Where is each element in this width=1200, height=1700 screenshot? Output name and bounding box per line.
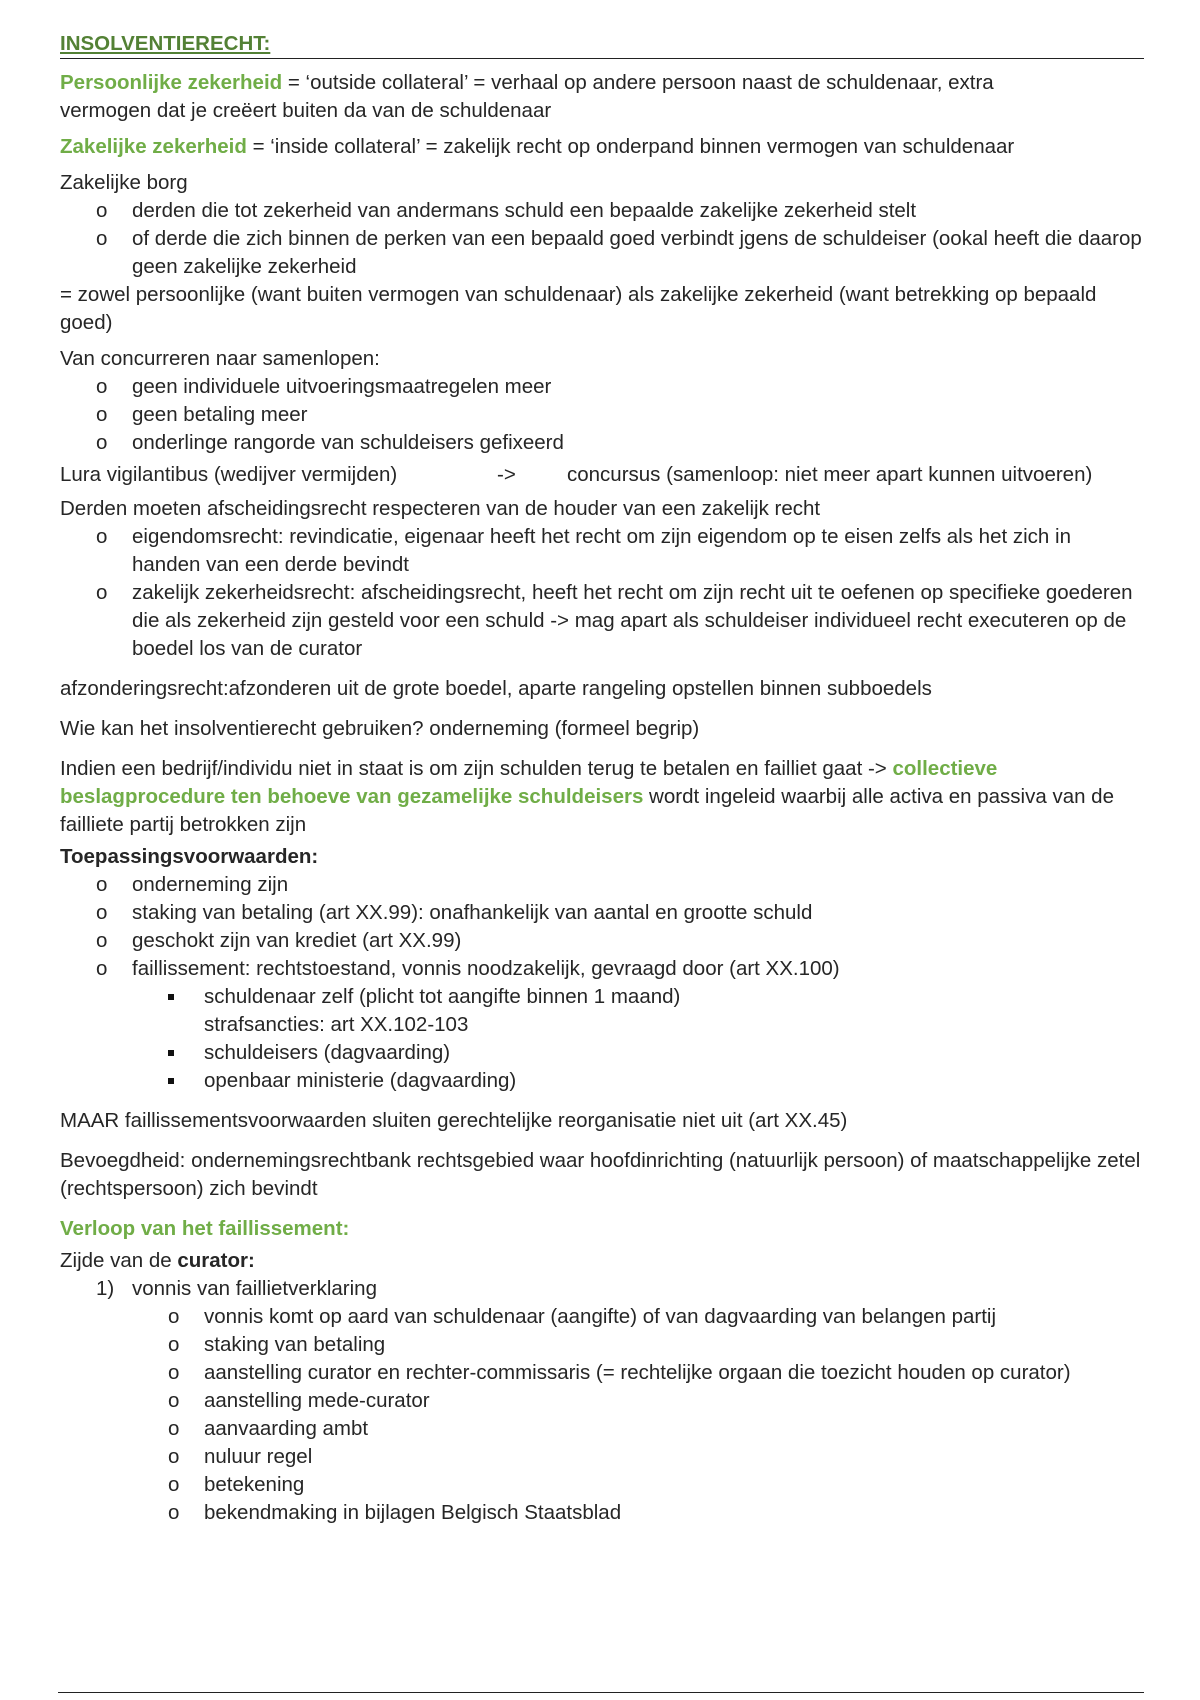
- item-number: 1): [96, 1277, 115, 1300]
- title-rule: [60, 58, 1144, 59]
- list-item: o derden die tot zekerheid van andermans schuld een bepaalde zakelijke zekerheid stelt: [132, 197, 1144, 225]
- wie-paragraph: Wie kan het insolventierecht gebruiken? onderneming (formeel begrip): [60, 717, 700, 740]
- list-item: schuldeisers (dagvaarding): [204, 1039, 1144, 1067]
- lura-right: concursus (samenloop: niet meer apart kunnen uitvoeren): [567, 463, 1093, 486]
- document-page: [60, 30, 1144, 1527]
- concurreren-heading: Van concurreren naar samenlopen:: [60, 347, 380, 370]
- list-item: o aanstelling mede-curator: [204, 1387, 1144, 1415]
- faillietverklaring-sublist: [132, 1303, 1144, 1527]
- term-zakelijke-zekerheid: Zakelijke zekerheid: [60, 135, 247, 158]
- list-item: o onderlinge rangorde van schuldeisers gefixeerd: [132, 429, 1144, 457]
- list-item: openbaar ministerie (dagvaarding): [204, 1067, 1144, 1095]
- list-item: o vonnis komt op aard van schuldenaar (aangifte) of van dagvaarding van belangen partij: [204, 1303, 1144, 1331]
- list-item: o geschokt zijn van krediet (art XX.99): [132, 927, 1144, 955]
- list-item: o of derde die zich binnen de perken van een bepaald goed verbindt jgens de schuldeiser (ookal heeft die daarop geen zakelijke zekerheid: [132, 225, 1144, 281]
- zakelijke-borg-list: [60, 197, 1144, 281]
- list-item: o geen betaling meer: [132, 401, 1144, 429]
- list-item: o nuluur regel: [204, 1443, 1144, 1471]
- concurreren-list: [60, 373, 1144, 457]
- list-item: o aanstelling curator en rechter-commissaris (= rechtelijke orgaan die toezicht houden op curator): [204, 1359, 1144, 1387]
- toepassingsvoorwaarden-list: [60, 871, 1144, 1095]
- list-item: o staking van betaling (art XX.99): onafhankelijk van aantal en grootte schuld: [132, 899, 1144, 927]
- numbered-item: 1) vonnis van faillietverklaring o vonnis komt op aard van schuldenaar (aangifte) of van dagvaarding van belangen partij o staking van betaling o aanstelling curator en rechter-commissaris (= rechtelijke orgaan die toezicht houden op curator) o aanstelling mede-curator o aanvaarding ambt o nuluur regel o betekening o bekendmaking in bijlagen Belgisch Staatsblad: [132, 1275, 1144, 1527]
- list-item: o zakelijk zekerheidsrecht: afscheidingsrecht, heeft het recht om zijn recht uit te oefenen op specifieke goederen die als zekerheid zijn gesteld voor een schuld -> mag apart als schuldeiser individueel recht executeren op de boedel los van de curator: [132, 579, 1144, 663]
- lura-vigilantibus-row: [60, 461, 1144, 489]
- list-item: o betekening: [204, 1471, 1144, 1499]
- borg-conclusion: = zowel persoonlijke (want buiten vermogen van schuldenaar) als zakelijke zekerheid (want betrekking op bepaald goed): [60, 283, 1097, 334]
- arrow-text: ->: [497, 463, 516, 486]
- term-persoonlijke-zekerheid: Persoonlijke zekerheid: [60, 71, 283, 94]
- verloop-numbered-list: [60, 1275, 1144, 1527]
- verloop-heading: Verloop van het faillissement:: [60, 1217, 350, 1240]
- list-item: o aanvaarding ambt: [204, 1415, 1144, 1443]
- derden-list: [60, 523, 1144, 663]
- list-item-continuation: strafsancties: art XX.102-103: [204, 1013, 469, 1036]
- collectieve-beslagprocedure-term: collectieve beslagprocedure ten behoeve van gezamelijke schuldeisers: [60, 757, 998, 808]
- document-title: INSOLVENTIERECHT:: [60, 32, 271, 55]
- lura-left: Lura vigilantibus (wedijver vermijden): [60, 463, 398, 486]
- footer-rule: [58, 1692, 1144, 1693]
- list-item: o faillissement: rechtstoestand, vonnis noodzakelijk, gevraagd door (art XX.100) schuldenaar zelf (plicht tot aangifte binnen 1 maand) strafsancties: art XX.102-103 schuldeisers (dagvaarding) openbaar ministerie (dagvaarding): [132, 955, 1144, 1095]
- zakelijke-borg-heading: Zakelijke borg: [60, 171, 188, 194]
- list-item: schuldenaar zelf (plicht tot aangifte binnen 1 maand): [204, 983, 1144, 1011]
- indien-paragraph: Indien een bedrijf/individu niet in staat is om zijn schulden terug te betalen en failliet gaat -> collectieve beslagprocedure ten behoeve van gezamelijke schuldeisers wordt ingeleid waarbij alle activa en passiva van de failliete partij betrokken zijn: [60, 757, 1114, 836]
- faillissement-sublist: [132, 983, 1144, 1095]
- persoonlijke-zekerheid-paragraph: Persoonlijke zekerheid = ‘outside collateral’ = verhaal op andere persoon naast de schuldenaar, extra vermogen dat je creëert buiten da van de schuldenaar: [60, 71, 994, 122]
- afzonderingsrecht-paragraph: afzonderingsrecht:afzonderen uit de grote boedel, aparte rangeling opstellen binnen subboedels: [60, 677, 932, 700]
- list-item: o onderneming zijn: [132, 871, 1144, 899]
- derden-heading: Derden moeten afscheidingsrecht respecteren van de houder van een zakelijk recht: [60, 497, 821, 520]
- list-item: o geen individuele uitvoeringsmaatregelen meer: [132, 373, 1144, 401]
- maar-paragraph: MAAR faillissementsvoorwaarden sluiten gerechtelijke reorganisatie niet uit (art XX.45): [60, 1109, 848, 1132]
- toepassingsvoorwaarden-heading: Toepassingsvoorwaarden:: [60, 845, 319, 868]
- zakelijke-zekerheid-paragraph: Zakelijke zekerheid = ‘inside collateral’ = zakelijk recht op onderpand binnen vermogen van schuldenaar: [60, 135, 1015, 158]
- zijde-curator-line: Zijde van de curator:: [60, 1249, 255, 1272]
- list-item: o staking van betaling: [204, 1331, 1144, 1359]
- list-item: o bekendmaking in bijlagen Belgisch Staatsblad: [204, 1499, 1144, 1527]
- list-item: o eigendomsrecht: revindicatie, eigenaar heeft het recht om zijn eigendom op te eisen zelfs als het zich in handen van een derde bevindt: [132, 523, 1144, 579]
- bevoegdheid-paragraph: Bevoegdheid: ondernemingsrechtbank rechtsgebied waar hoofdinrichting (natuurlijk persoon) of maatschappelijke zetel (rechtspersoon) zich bevindt: [60, 1149, 1141, 1200]
